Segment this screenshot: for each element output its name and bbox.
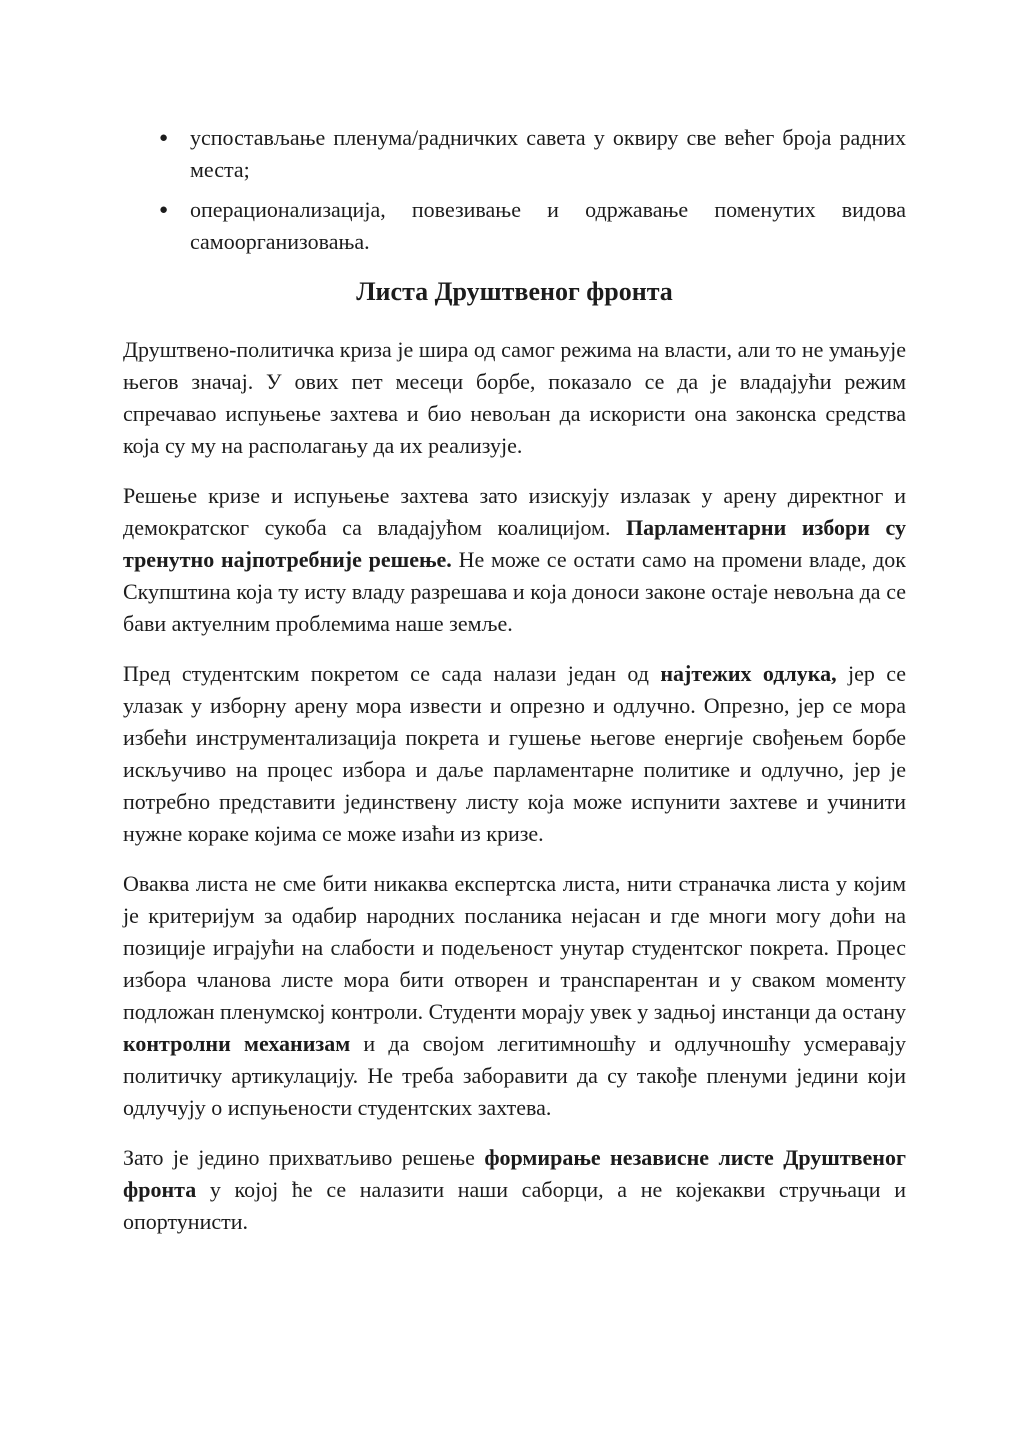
text-run: Не може се остати само на промени владе, док Скупштина која ту исту владу разрешава и која доноси законе остаје невољна да се бави актуелним проблемима наше земље. — [123, 547, 906, 636]
section-heading: Листа Друштвеног фронта — [356, 277, 673, 306]
text-run: Оваква листа не сме бити никаква експертска листа, нити страначка листа у којим је критеријум за одабир народних посланика нејасан и где многи могу доћи на позиције играјући на слабости и подељеност унутар студентског покрета. Процес избора чланова листе мора бити отворен и транспарентан и у сваком моменту подложан пленумској контроли. Студенти морају увек у задњој инстанци да остану — [123, 871, 906, 1024]
bold-text-run: формирање независне листе Друштвеног фронта — [123, 1145, 906, 1202]
text-run: Друштвено-политичка криза је шира од самог режима на власти, али то не умањује његов значај. У ових пет месеци борбе, показало се да је владајући режим спречавао испуњење захтева и био невољан да искористи она законска средства која су му на располагању да их реализује. — [123, 337, 906, 458]
paragraph — [123, 334, 906, 462]
text-run: Зато је једино прихватљиво решење — [123, 1145, 485, 1170]
bullet-text: операционализација, повезивање и одржавање поменутих видова самоорганизовања. — [190, 197, 906, 254]
bullet-text: успостављање пленума/радничких савета у оквиру све већег броја радних места; — [190, 125, 906, 182]
text-run: Решење кризе и испуњење захтева зато изискују излазак у арену директног и демократског сукоба са владајућом коалицијом. — [123, 483, 906, 540]
paragraph — [123, 1142, 906, 1238]
text-run: јер се улазак у изборну арену мора извести и опрезно и одлучно. Опрезно, јер се мора избећи инструментализација покрета и гушење његове енергије свођењем борбе искључиво на процес избора и даље парламентарне политике и одлучно, јер је потребно представити јединствену листу која може испунити захтеве и учинити нужне кораке којима се може изаћи из кризе. — [123, 661, 906, 846]
paragraph — [123, 480, 906, 640]
bullet-item — [123, 122, 906, 186]
bullet-list — [123, 122, 906, 258]
paragraph — [123, 658, 906, 850]
bold-text-run: Парламентарни избори су тренутно најпотребније решење. — [123, 515, 906, 572]
bold-text-run: контролни механизам — [123, 1031, 351, 1056]
text-run: Пред студентским покретом се сада налази један од — [123, 661, 661, 686]
bullet-icon: ● — [159, 130, 169, 146]
paragraph — [123, 868, 906, 1124]
bullet-icon: ● — [159, 202, 169, 218]
bold-text-run: најтежих одлука, — [660, 661, 837, 686]
text-run: и да својом легитимношћу и одлучношћу усмеравају политичку артикулацију. Не треба заборавити да су такође пленуми једини који одлучују о испуњености студентских захтева. — [123, 1031, 906, 1120]
text-run: у којој ће се налазити наши саборци, а не којекакви стручњаци и опортунисти. — [123, 1177, 906, 1234]
bullet-item — [123, 194, 906, 258]
